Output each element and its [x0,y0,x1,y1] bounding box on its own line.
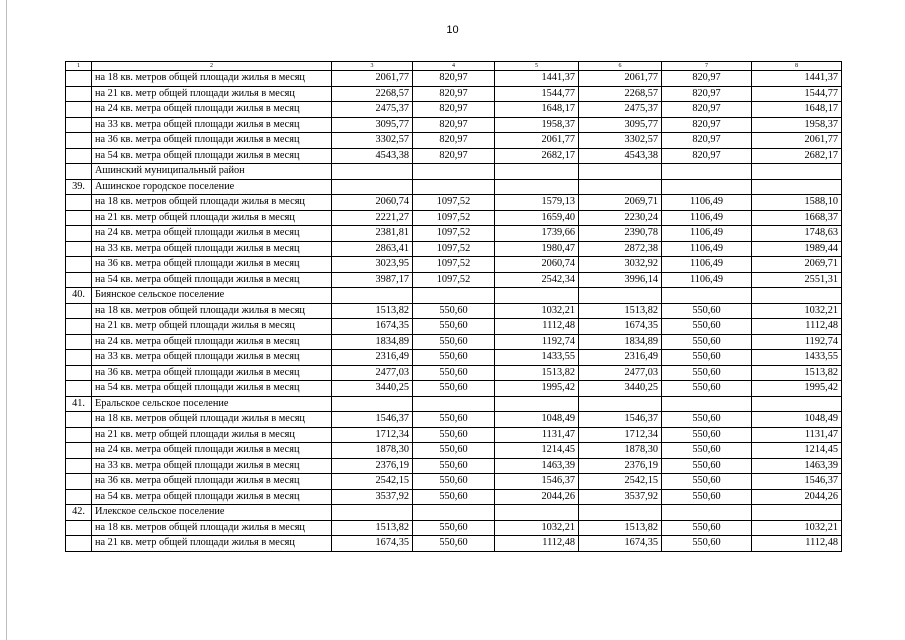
table-row [66,86,842,102]
section-row [66,288,842,304]
value-col-3: 1546,37 [332,412,413,428]
value-col-4: 550,60 [413,319,495,335]
table-row [66,319,842,335]
table-row [66,489,842,505]
value-col-7: 550,60 [662,443,752,459]
value-col-6: 1546,37 [579,412,662,428]
table-row [66,303,842,319]
section-number: 42. [66,505,92,521]
value-col-5: 1958,37 [495,117,579,133]
table-row [66,117,842,133]
value-col-4: 550,60 [413,536,495,552]
value-col-6: 3095,77 [579,117,662,133]
value-col-5: 1544,77 [495,86,579,102]
value-col-8: 1112,48 [752,536,842,552]
row-number-cell [66,102,92,118]
value-col-5: 1513,82 [495,365,579,381]
empty-cell [662,288,752,304]
value-col-7: 550,60 [662,334,752,350]
row-number-cell [66,520,92,536]
value-col-3: 3440,25 [332,381,413,397]
section-number: 40. [66,288,92,304]
table-row [66,427,842,443]
value-col-6: 2061,77 [579,71,662,87]
value-col-7: 1106,49 [662,195,752,211]
empty-cell [413,396,495,412]
value-col-7: 1106,49 [662,241,752,257]
section-number: 41. [66,396,92,412]
table-row [66,381,842,397]
empty-cell [495,505,579,521]
row-label: на 36 кв. метра общей площади жилья в месяц [92,133,332,149]
row-number-cell [66,427,92,443]
value-col-6: 3302,57 [579,133,662,149]
column-number: 3 [332,62,413,71]
value-col-3: 1674,35 [332,319,413,335]
table-row [66,536,842,552]
empty-cell [662,179,752,195]
value-col-8: 1112,48 [752,319,842,335]
empty-cell [752,179,842,195]
value-col-3: 1878,30 [332,443,413,459]
value-col-8: 1441,37 [752,71,842,87]
row-label: на 21 кв. метр общей площади жилья в месяц [92,536,332,552]
value-col-8: 1032,21 [752,520,842,536]
value-col-4: 820,97 [413,102,495,118]
empty-cell [752,396,842,412]
row-label: на 54 кв. метра общей площади жилья в месяц [92,381,332,397]
value-col-8: 2044,26 [752,489,842,505]
table-row [66,241,842,257]
value-col-6: 2230,24 [579,210,662,226]
value-col-6: 1834,89 [579,334,662,350]
value-col-6: 2390,78 [579,226,662,242]
value-col-4: 550,60 [413,489,495,505]
value-col-7: 1106,49 [662,272,752,288]
value-col-5: 1739,66 [495,226,579,242]
row-number-cell [66,489,92,505]
value-col-5: 1433,55 [495,350,579,366]
value-col-7: 1106,49 [662,210,752,226]
value-col-5: 2542,34 [495,272,579,288]
value-col-5: 1441,37 [495,71,579,87]
value-col-5: 1032,21 [495,520,579,536]
column-number: 6 [579,62,662,71]
value-col-5: 1131,47 [495,427,579,443]
row-label: на 21 кв. метр общей площади жилья в месяц [92,319,332,335]
empty-cell [752,164,842,180]
tariff-table [65,61,842,552]
row-label: на 18 кв. метров общей площади жилья в месяц [92,195,332,211]
value-col-8: 1588,10 [752,195,842,211]
value-col-8: 1668,37 [752,210,842,226]
value-col-7: 550,60 [662,520,752,536]
value-col-7: 820,97 [662,102,752,118]
section-row [66,179,842,195]
value-col-6: 4543,38 [579,148,662,164]
value-col-3: 2381,81 [332,226,413,242]
empty-cell [662,164,752,180]
row-number-cell [66,458,92,474]
value-col-4: 550,60 [413,520,495,536]
value-col-4: 1097,52 [413,257,495,273]
value-col-6: 1674,35 [579,319,662,335]
value-col-3: 1834,89 [332,334,413,350]
value-col-5: 1648,17 [495,102,579,118]
empty-cell [752,288,842,304]
value-col-6: 2316,49 [579,350,662,366]
value-col-6: 1513,82 [579,303,662,319]
value-col-6: 2376,19 [579,458,662,474]
value-col-8: 1463,39 [752,458,842,474]
empty-cell [662,505,752,521]
empty-cell [332,396,413,412]
empty-cell [332,179,413,195]
value-col-8: 1648,17 [752,102,842,118]
value-col-5: 1995,42 [495,381,579,397]
column-number: 5 [495,62,579,71]
row-label: на 18 кв. метров общей площади жилья в месяц [92,412,332,428]
section-title: Илекское сельское поселение [92,505,332,521]
value-col-6: 1712,34 [579,427,662,443]
value-col-7: 550,60 [662,427,752,443]
row-label: на 36 кв. метра общей площади жилья в месяц [92,257,332,273]
value-col-5: 1048,49 [495,412,579,428]
empty-cell [332,164,413,180]
section-number [66,164,92,180]
value-col-3: 3023,95 [332,257,413,273]
value-col-8: 1192,74 [752,334,842,350]
value-col-6: 1674,35 [579,536,662,552]
page-number: 10 [446,24,459,36]
value-col-6: 2475,37 [579,102,662,118]
table-body [66,62,842,552]
value-col-5: 1659,40 [495,210,579,226]
empty-cell [332,505,413,521]
scan-edge-line [6,0,7,640]
row-number-cell [66,474,92,490]
section-title: Биянское сельское поселение [92,288,332,304]
empty-cell [495,164,579,180]
value-col-5: 2061,77 [495,133,579,149]
value-col-3: 4543,38 [332,148,413,164]
value-col-4: 820,97 [413,117,495,133]
row-label: на 24 кв. метра общей площади жилья в месяц [92,334,332,350]
row-number-cell [66,241,92,257]
table-row [66,133,842,149]
value-col-4: 550,60 [413,365,495,381]
value-col-7: 550,60 [662,458,752,474]
value-col-8: 1544,77 [752,86,842,102]
value-col-5: 1463,39 [495,458,579,474]
value-col-8: 2551,31 [752,272,842,288]
row-number-cell [66,195,92,211]
table-row [66,334,842,350]
value-col-7: 1106,49 [662,226,752,242]
value-col-3: 2268,57 [332,86,413,102]
value-col-8: 1214,45 [752,443,842,459]
value-col-7: 820,97 [662,133,752,149]
value-col-4: 820,97 [413,86,495,102]
value-col-5: 1214,45 [495,443,579,459]
value-col-7: 820,97 [662,148,752,164]
value-col-3: 1513,82 [332,303,413,319]
value-col-4: 550,60 [413,412,495,428]
value-col-3: 2477,03 [332,365,413,381]
row-label: на 21 кв. метр общей площади жилья в месяц [92,210,332,226]
value-col-3: 2542,15 [332,474,413,490]
row-number-cell [66,536,92,552]
value-col-8: 1958,37 [752,117,842,133]
row-label: на 18 кв. метров общей площади жилья в месяц [92,520,332,536]
value-col-3: 2863,41 [332,241,413,257]
table-row [66,257,842,273]
value-col-4: 550,60 [413,474,495,490]
row-number-cell [66,210,92,226]
table-row [66,148,842,164]
row-number-cell [66,226,92,242]
value-col-4: 1097,52 [413,241,495,257]
value-col-7: 550,60 [662,412,752,428]
column-number: 7 [662,62,752,71]
value-col-5: 1032,21 [495,303,579,319]
row-number-cell [66,148,92,164]
value-col-3: 1513,82 [332,520,413,536]
value-col-4: 820,97 [413,71,495,87]
row-label: на 18 кв. метров общей площади жилья в месяц [92,71,332,87]
value-col-6: 1878,30 [579,443,662,459]
value-col-4: 1097,52 [413,226,495,242]
value-col-4: 550,60 [413,334,495,350]
value-col-5: 2060,74 [495,257,579,273]
value-col-6: 3440,25 [579,381,662,397]
value-col-7: 550,60 [662,303,752,319]
row-label: на 33 кв. метра общей площади жилья в месяц [92,458,332,474]
value-col-8: 1748,63 [752,226,842,242]
row-label: на 18 кв. метров общей площади жилья в месяц [92,303,332,319]
value-col-4: 1097,52 [413,272,495,288]
value-col-5: 1980,47 [495,241,579,257]
value-col-3: 3537,92 [332,489,413,505]
value-col-8: 1513,82 [752,365,842,381]
table-row [66,520,842,536]
value-col-6: 1513,82 [579,520,662,536]
empty-cell [579,288,662,304]
value-col-6: 3996,14 [579,272,662,288]
row-label: на 24 кв. метра общей площади жилья в месяц [92,226,332,242]
value-col-3: 2376,19 [332,458,413,474]
value-col-3: 2221,27 [332,210,413,226]
column-number: 4 [413,62,495,71]
value-col-3: 1712,34 [332,427,413,443]
column-number-row [66,62,842,71]
row-number-cell [66,133,92,149]
value-col-5: 1112,48 [495,319,579,335]
row-label: на 24 кв. метра общей площади жилья в месяц [92,443,332,459]
table-row [66,272,842,288]
value-col-7: 820,97 [662,117,752,133]
section-title: Еральское сельское поселение [92,396,332,412]
value-col-8: 1131,47 [752,427,842,443]
table-row [66,350,842,366]
table-row [66,195,842,211]
value-col-8: 2682,17 [752,148,842,164]
row-number-cell [66,117,92,133]
value-col-7: 550,60 [662,489,752,505]
value-col-7: 820,97 [662,71,752,87]
value-col-7: 820,97 [662,86,752,102]
value-col-4: 1097,52 [413,195,495,211]
row-label: на 33 кв. метра общей площади жилья в месяц [92,117,332,133]
value-col-3: 3302,57 [332,133,413,149]
section-number: 39. [66,179,92,195]
value-col-7: 550,60 [662,350,752,366]
value-col-6: 2542,15 [579,474,662,490]
value-col-8: 1546,37 [752,474,842,490]
column-number: 2 [92,62,332,71]
row-number-cell [66,365,92,381]
value-col-8: 1032,21 [752,303,842,319]
value-col-4: 550,60 [413,350,495,366]
value-col-7: 550,60 [662,474,752,490]
value-col-4: 550,60 [413,303,495,319]
row-label: на 36 кв. метра общей площади жилья в месяц [92,365,332,381]
row-number-cell [66,381,92,397]
empty-cell [579,505,662,521]
value-col-7: 550,60 [662,381,752,397]
empty-cell [579,164,662,180]
empty-cell [495,179,579,195]
value-col-4: 820,97 [413,133,495,149]
empty-cell [752,505,842,521]
empty-cell [495,396,579,412]
empty-cell [579,179,662,195]
value-col-8: 2069,71 [752,257,842,273]
value-col-4: 820,97 [413,148,495,164]
value-col-3: 1674,35 [332,536,413,552]
value-col-8: 2061,77 [752,133,842,149]
row-number-cell [66,86,92,102]
value-col-7: 550,60 [662,365,752,381]
row-label: на 54 кв. метра общей площади жилья в месяц [92,148,332,164]
value-col-4: 550,60 [413,381,495,397]
empty-cell [413,288,495,304]
section-title: Ашинское городское поселение [92,179,332,195]
empty-cell [413,179,495,195]
table-row [66,71,842,87]
value-col-6: 2268,57 [579,86,662,102]
row-label: на 33 кв. метра общей площади жилья в месяц [92,350,332,366]
empty-cell [332,288,413,304]
row-number-cell [66,443,92,459]
value-col-3: 2060,74 [332,195,413,211]
section-row [66,505,842,521]
empty-cell [495,288,579,304]
value-col-5: 1192,74 [495,334,579,350]
row-number-cell [66,334,92,350]
column-number: 8 [752,62,842,71]
value-col-4: 550,60 [413,458,495,474]
value-col-8: 1995,42 [752,381,842,397]
row-label: на 24 кв. метра общей площади жилья в месяц [92,102,332,118]
row-number-cell [66,303,92,319]
value-col-6: 2872,38 [579,241,662,257]
value-col-3: 2316,49 [332,350,413,366]
row-label: на 54 кв. метра общей площади жилья в месяц [92,272,332,288]
value-col-5: 1579,13 [495,195,579,211]
row-number-cell [66,272,92,288]
table-row [66,443,842,459]
value-col-6: 2477,03 [579,365,662,381]
value-col-5: 2044,26 [495,489,579,505]
value-col-3: 2061,77 [332,71,413,87]
value-col-7: 1106,49 [662,257,752,273]
column-number: 1 [66,62,92,71]
value-col-5: 1112,48 [495,536,579,552]
row-number-cell [66,71,92,87]
value-col-4: 550,60 [413,427,495,443]
value-col-6: 3032,92 [579,257,662,273]
row-number-cell [66,319,92,335]
table-row [66,365,842,381]
value-col-6: 2069,71 [579,195,662,211]
value-col-3: 3095,77 [332,117,413,133]
section-row [66,164,842,180]
row-number-cell [66,257,92,273]
value-col-8: 1433,55 [752,350,842,366]
section-row [66,396,842,412]
section-title: Ашинский муниципальный район [92,164,332,180]
table-row [66,458,842,474]
empty-cell [413,164,495,180]
value-col-7: 550,60 [662,319,752,335]
row-label: на 21 кв. метр общей площади жилья в месяц [92,427,332,443]
value-col-3: 3987,17 [332,272,413,288]
value-col-7: 550,60 [662,536,752,552]
value-col-5: 1546,37 [495,474,579,490]
empty-cell [413,505,495,521]
value-col-6: 3537,92 [579,489,662,505]
row-label: на 36 кв. метра общей площади жилья в месяц [92,474,332,490]
value-col-8: 1989,44 [752,241,842,257]
table-row [66,412,842,428]
row-number-cell [66,350,92,366]
table-row [66,210,842,226]
row-label: на 33 кв. метра общей площади жилья в месяц [92,241,332,257]
empty-cell [579,396,662,412]
table-row [66,102,842,118]
table-row [66,226,842,242]
value-col-3: 2475,37 [332,102,413,118]
value-col-4: 1097,52 [413,210,495,226]
value-col-4: 550,60 [413,443,495,459]
row-number-cell [66,412,92,428]
value-col-8: 1048,49 [752,412,842,428]
table-row [66,474,842,490]
row-label: на 54 кв. метра общей площади жилья в месяц [92,489,332,505]
empty-cell [662,396,752,412]
value-col-5: 2682,17 [495,148,579,164]
row-label: на 21 кв. метр общей площади жилья в месяц [92,86,332,102]
